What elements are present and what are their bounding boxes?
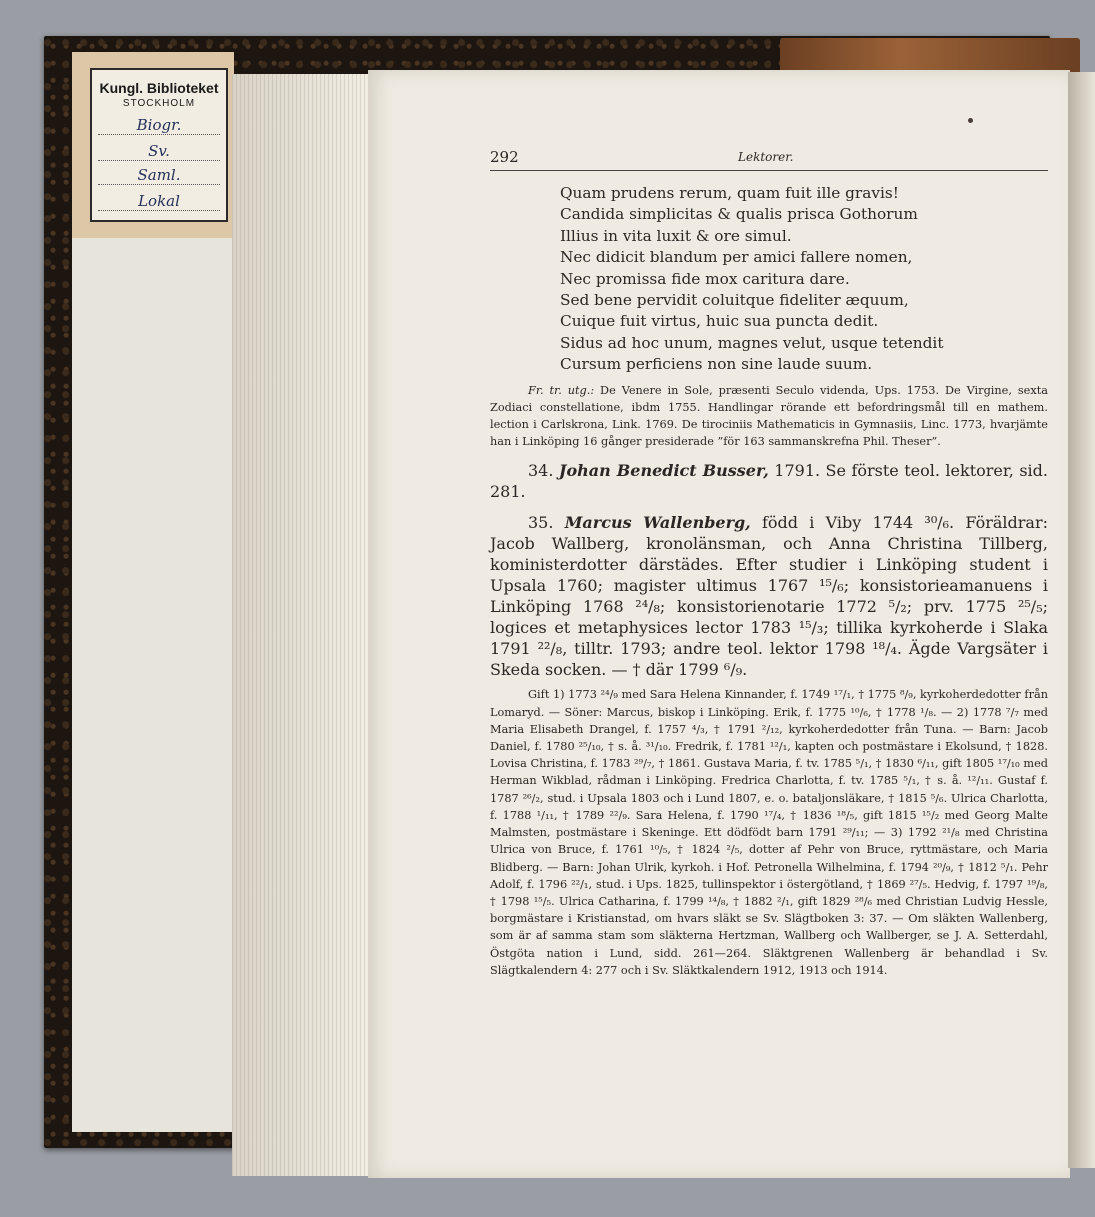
next-page-edge — [1068, 72, 1095, 1168]
label-hand-3: Saml. — [98, 166, 220, 185]
page-block-edge — [232, 74, 372, 1176]
entry-35 — [490, 512, 1048, 680]
verse-line: Illius in vita luxit & ore simul. — [560, 226, 792, 245]
verse-line: Cursum perficiens non sine laude suum. — [560, 355, 873, 374]
verse-line: Nec didicit blandum per amici fallere nomen, — [560, 248, 913, 267]
page-number: 292 — [490, 148, 519, 166]
library-city: STOCKHOLM — [122, 98, 196, 109]
label-hand-4: Lokal — [98, 192, 220, 211]
verse-line: Sed bene pervidit coluitque fideliter æquum, — [560, 291, 909, 310]
entry-text: född i Viby 1744 ³⁰/₆. Föräldrar: Jacob Wallberg, kronolänsman, och Anna Christina Tillberg, koministerdotter därstädes. Efter studier i Linköping student i Upsala 1760; magister ultimus 1767 ¹⁵/₆; konsistorieamanuens i Linköping 1768 ²⁴/₈; konsistorienotarie 1772 ⁵/₂; prv. 1775 ²⁵/₅; logices et metaphysices lector 1783 ¹⁵/₃; tillika kyrkoherde i Slaka 1791 ²²/₈, tilltr. 1793; andre teol. lektor 1798 ¹⁸/₄. Ägde Vargsäter i Skeda socken. — † där 1799 ⁶/₉. — [490, 513, 1048, 680]
ink-spot — [968, 118, 973, 123]
verse-line: Nec promissa fide mox caritura dare. — [560, 269, 850, 288]
running-head: Lektorer. — [738, 150, 794, 164]
verse-line: Quam prudens rerum, quam fuit ille gravis! — [560, 184, 899, 202]
verse-block — [560, 183, 1048, 376]
entry-number: 35. — [528, 513, 554, 533]
entry-name: Johan Benedict Busser, — [558, 461, 769, 481]
entry-number: 34. — [528, 461, 554, 481]
works-paragraph — [490, 382, 1048, 451]
book-spine — [780, 38, 1080, 74]
label-hand-2: Sv. — [98, 142, 220, 161]
library-label — [90, 68, 228, 222]
entry-34 — [490, 460, 1048, 502]
page-text — [490, 148, 1048, 979]
family-paragraph: Gift 1) 1773 ²⁴/₉ med Sara Helena Kinnander, f. 1749 ¹⁷/₁, † 1775 ⁸/₉, kyrkoherdedotter från Lomaryd. — Söner: Marcus, biskop i Linköping. Erik, f. 1775 ¹⁰/₆, † 1778 ¹/₈. — 2) 1778 ⁷/₇ med Maria Elisabeth Drangel, f. 1757 ⁴/₃, † 1791 ²/₁₂, kyrkoherdedotter från Tuna. — Barn: Jacob Daniel, f. 1780 ²⁵/₁₀, † s. å. ³¹/₁₀. Fredrik, f. 1781 ¹²/₁, kapten och postmästare i Ekolsund, † 1828. Lovisa Christina, f. 1783 ²⁹/₇, † 1861. Gustava Maria, f. tv. 1785 ⁵/₁, † 1830 ⁶/₁₁, gift 1805 ¹⁷/₁₀ med Herman Wikblad, rådman i Linköping. Fredrica Charlotta, f. tv. 1785 ⁵/₁, † s. å. ¹²/₁₁. Gustaf f. 1787 ²⁶/₂, stud. i Upsala 1803 och i Lund 1807, e. o. bataljonsläkare, † 1815 ⁵/₆. Ulrica Charlotta, f. 1788 ¹/₁₁, † 1789 ²²/₉. Sara Helena, f. 1790 ¹⁷/₄, † 1836 ¹⁸/₅, gift 1815 ¹⁵/₂ med Georg Malte Malmsten, postmästare i Skeninge. Ett dödfödt barn 1791 ²⁹/₁₁; — 3) 1792 ²¹/₈ med Christina Ulrica von Bruce, f. 1761 ¹⁰/₅, † 1824 ²/₅, dotter af Pehr von Bruce, ryttmästare, och Maria Blidberg. — Barn: Johan Ulrik, kyrkoh. i Hof. Petronella Wilhelmina, f. 1794 ²⁰/₉, † 1812 ⁵/₁. Pehr Adolf, f. 1796 ²²/₁, stud. i Ups. 1825, tullinspektor i östergötland, † 1869 ²⁷/₅. Hedvig, f. 1797 ¹⁹/₈, † 1798 ¹⁵/₅. Ulrica Catharina, f. 1799 ¹⁴/₈, † 1882 ²/₁, gift 1829 ²⁸/₆ med Christian Ludvig Hessle, borgmästare i Kristianstad, om hvars släkt se Sv. Slägtboken 3: 37. — Om släkten Wallenberg, som är af samma stam som släkterna Hertzman, Wallberg och Wallberger, se J. A. Setterdahl, Östgöta nation i Lund, sidd. 261—264. Släktgrenen Wallenberg är behandlad i Sv. Slägtkalendern 4: 277 och i Sv. Släktkalendern 1912, 1913 och 1914. — [490, 688, 1048, 977]
library-name: Kungl. Biblioteket — [99, 80, 219, 96]
label-hand-1: Biogr. — [98, 116, 220, 135]
works-lead: Fr. tr. utg.: — [528, 383, 595, 397]
verse-line: Candida simplicitas & qualis prisca Gothorum — [560, 205, 918, 224]
entry-name: Marcus Wallenberg, — [564, 513, 751, 533]
verse-line: Sidus ad hoc unum, magnes velut, usque tetendit — [560, 333, 944, 352]
page-header — [490, 148, 1048, 171]
works-text: De Venere in Sole, præsenti Seculo videnda, Ups. 1753. De Virgine, sexta Zodiaci constellatione, ibdm 1755. Handlingar rörande ett befordringsmål till en mathem. lection i Carlskrona, Link. 1769. De tirociniis Mathematicis in Gymnasiis, Linc. 1773, hvarjämte han i Linköping 16 gånger presiderade ”för 163 sammanskrefna Phil. Theser”. — [490, 383, 1048, 449]
entry-text: 1791. Se förste teol. lektorer, sid. 281. — [490, 461, 1048, 502]
verse-line: Cuique fuit virtus, huic sua puncta dedit. — [560, 312, 879, 331]
